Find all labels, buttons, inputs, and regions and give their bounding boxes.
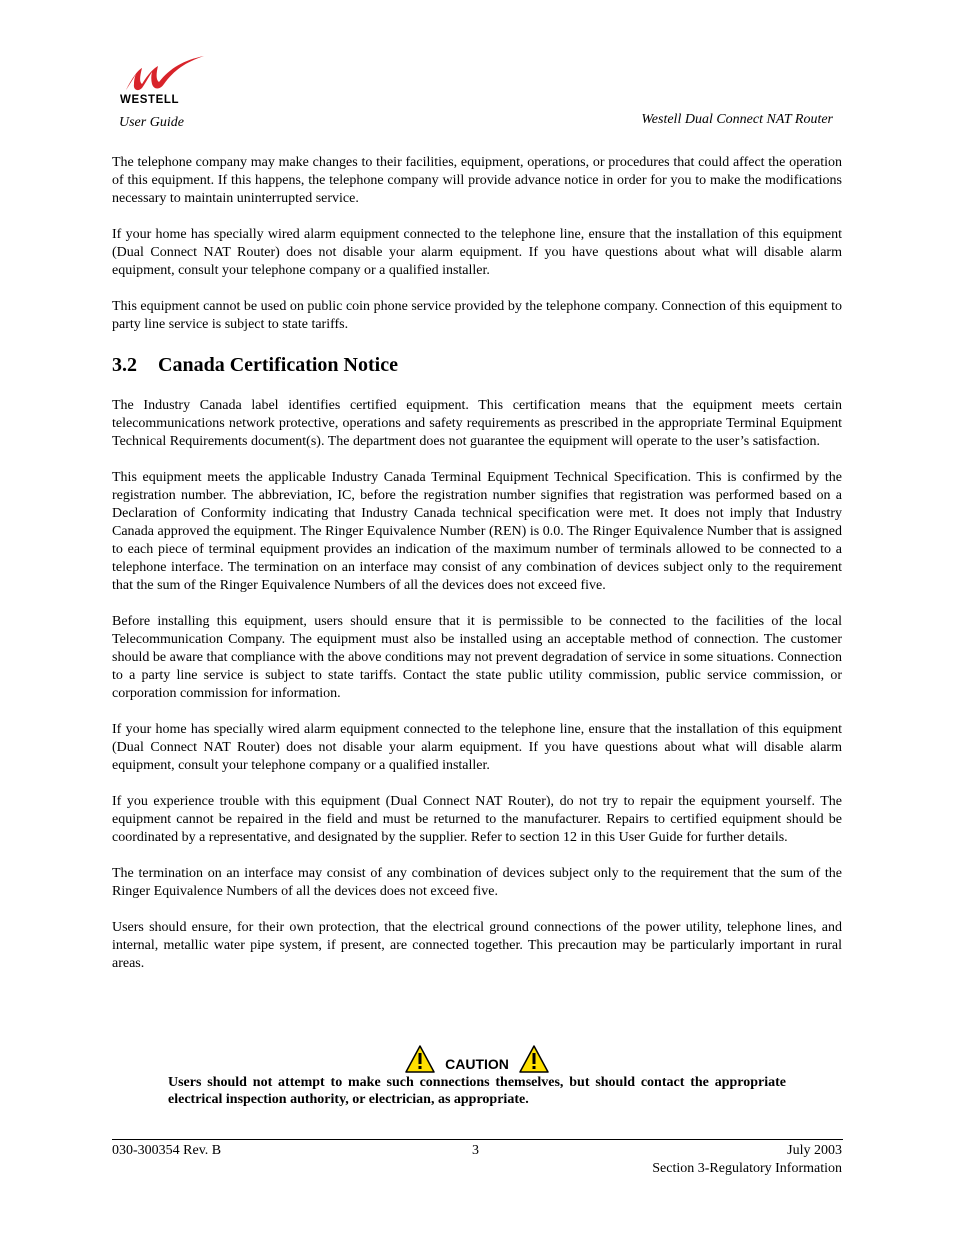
caution-header	[168, 1039, 786, 1073]
warning-triangle-icon	[405, 1045, 435, 1073]
paragraph: This equipment meets the applicable Industry Canada Terminal Equipment Technical Specification. This is confirmed by the registration number. The abbreviation, IC, before the registration number signifies that registration was performed based on a Declaration of Conformity indicating that Industry Canada technical specification were met. It does not imply that Industry Canada approved the equipment. The Ringer Equivalence Number (REN) is 0.0. The Ringer Equivalence Number that is assigned to each piece of terminal equipment provides an indication of the maximum number of terminals allowed to be connected to a telephone interface. The termination on an interface may consist of any combination of devices subject only to the requirement that the sum of the Ringer Equivalence Numbers of all the devices does not exceed five.	[112, 470, 842, 593]
paragraph: If your home has specially wired alarm equipment connected to the telephone line, ensure that the installation of this equipment (Dual Connect NAT Router) does not disable your alarm equipment. If you have questions about what will disable alarm equipment, consult your telephone company or a qualified installer.	[112, 227, 842, 278]
paragraph: Before installing this equipment, users should ensure that it is permissible to be connected to the facilities of the local Telecommunication Company. The equipment must also be installed using an acceptable method of connection. The customer should be aware that compliance with the above conditions may not prevent degradation of service in some situations. Connection to a party line service is subject to state tariffs. Contact the state public utility commission, public service commission, or corporation commission for information.	[112, 614, 842, 701]
caution-box	[168, 1039, 786, 1108]
paragraph: If your home has specially wired alarm equipment connected to the telephone line, ensure that the installation of this equipment (Dual Connect NAT Router) does not disable your alarm equipment. If you have questions about what will disable alarm equipment, consult your telephone company or a qualified installer.	[112, 722, 842, 773]
footer-section: Section 3-Regulatory Information	[652, 1161, 842, 1176]
paragraph: The telephone company may make changes to their facilities, equipment, operations, or procedures that could affect the operation of this equipment. If this happens, the telephone company will provide advance notice in order for you to make the modifications necessary to maintain uninterrupted service.	[112, 155, 842, 206]
caution-label: CAUTION	[445, 1056, 509, 1072]
paragraph: This equipment cannot be used on public coin phone service provided by the telephone company. Connection of this equipment to party line service is subject to state tariffs.	[112, 299, 842, 332]
caution-text: Users should not attempt to make such connections themselves, but should contact the appropriate electrical inspection authority, or electrician, as appropriate.	[168, 1075, 786, 1107]
logo-wordmark: WESTELL	[120, 94, 180, 106]
footer-doc-number: 030-300354 Rev. B	[112, 1143, 222, 1158]
header-left-title: User Guide	[119, 115, 184, 130]
paragraph: Users should ensure, for their own protection, that the electrical ground connections of the power utility, telephone lines, and internal, metallic water pipe system, if present, are connected together. This precaution may be particularly important in rural areas.	[112, 920, 842, 971]
section-number: 3.2	[112, 354, 137, 376]
section-heading	[112, 353, 842, 377]
main-content	[112, 154, 842, 991]
paragraph: The Industry Canada label identifies certified equipment. This certification means that the equipment meets certain telecommunications network protective, operations and safety requirements as prescribed in the appropriate Terminal Equipment Technical Requirements document(s). The department does not guarantee the equipment will operate to the user’s satisfaction.	[112, 398, 842, 449]
warning-triangle-icon	[519, 1045, 549, 1073]
footer-date: July 2003	[787, 1143, 842, 1158]
westell-logo	[118, 54, 206, 106]
header-right-title: Westell Dual Connect NAT Router	[641, 112, 833, 127]
paragraph: If you experience trouble with this equipment (Dual Connect NAT Router), do not try to repair the equipment yourself. The equipment cannot be repaired in the field and must be returned to the manufacturer. Repairs to certified equipment should be coordinated by a representative, and designated by the supplier. Refer to section 12 in this User Guide for further details.	[112, 794, 842, 845]
section-title: Canada Certification Notice	[158, 354, 398, 376]
footer-divider	[112, 1139, 843, 1140]
footer-page-number: 3	[472, 1143, 479, 1158]
westell-swoosh-icon	[118, 54, 206, 94]
paragraph: The termination on an interface may consist of any combination of devices subject only to the requirement that the sum of the Ringer Equivalence Numbers of all the devices does not exceed five.	[112, 866, 842, 899]
